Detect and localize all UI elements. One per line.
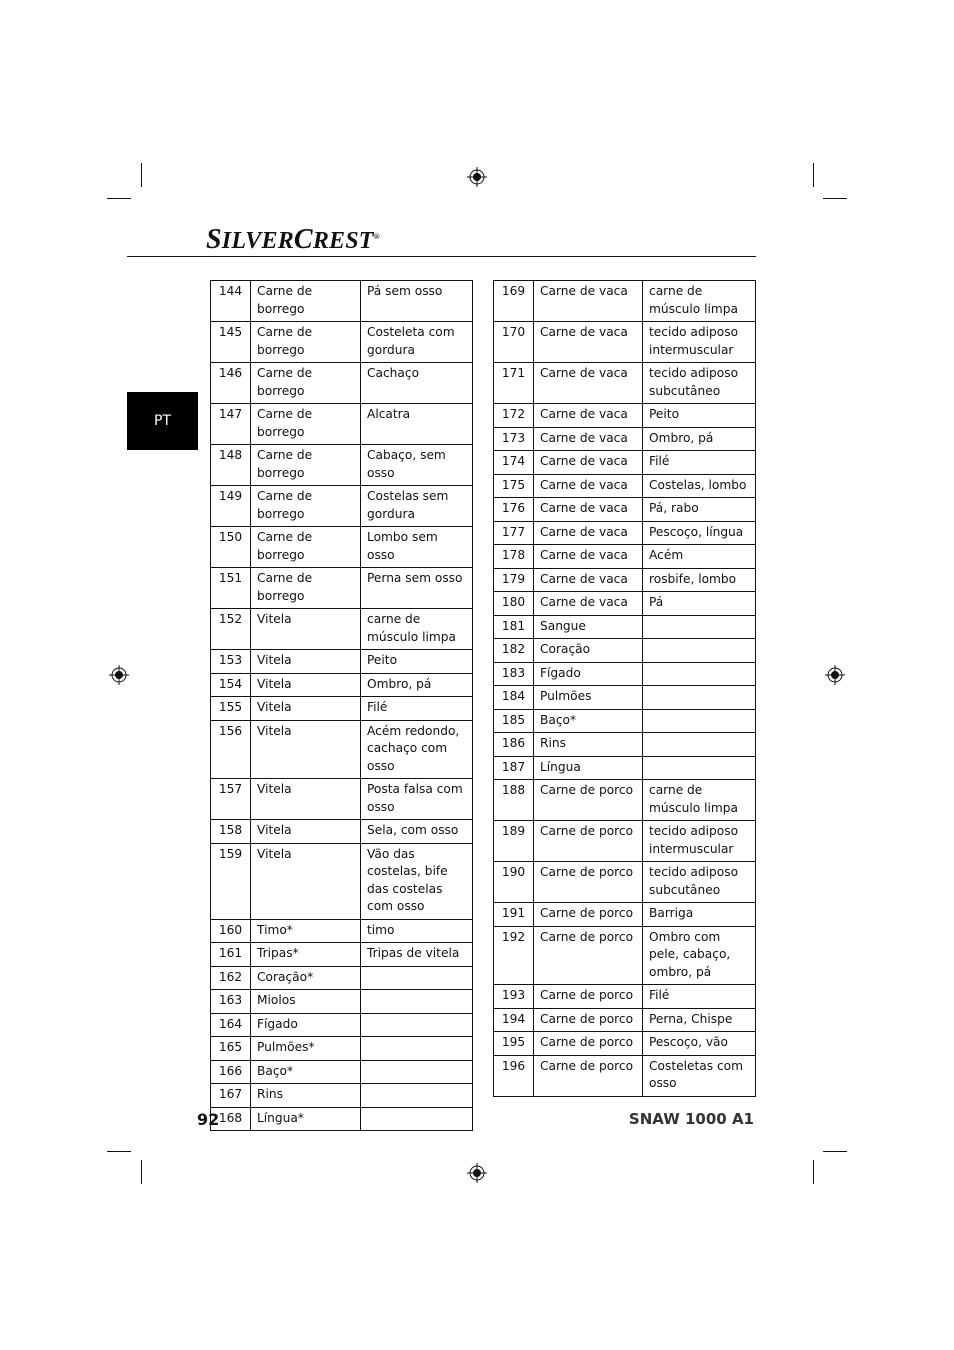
table-cell-num: 174 (494, 451, 534, 475)
table-cell-num: 144 (211, 281, 251, 322)
left-table (210, 280, 473, 1131)
table-cell-num: 157 (211, 779, 251, 820)
page-number: 92 (197, 1110, 220, 1129)
registration-mark-icon (467, 1163, 487, 1183)
table-cell-cut: tecido adiposo intermuscular (643, 821, 756, 862)
table-row (494, 985, 756, 1009)
crop-mark (823, 1151, 847, 1152)
table-cell-cut: Vão das costelas, bife das costelas com osso (361, 843, 473, 919)
table-cell-num: 180 (494, 592, 534, 616)
table-cell-num: 147 (211, 404, 251, 445)
crop-mark (823, 198, 847, 199)
table-cell-type: Carne de vaca (534, 521, 643, 545)
table-cell-num: 161 (211, 943, 251, 967)
table-row (211, 919, 473, 943)
table-cell-num: 158 (211, 820, 251, 844)
table-cell-type: Coração (534, 639, 643, 663)
table-cell-type: Carne de borrego (251, 568, 361, 609)
table-cell-num: 182 (494, 639, 534, 663)
table-cell-type: Carne de porco (534, 1055, 643, 1096)
table-row (494, 709, 756, 733)
table-row (211, 779, 473, 820)
table-cell-type: Timo* (251, 919, 361, 943)
table-cell-cut (643, 686, 756, 710)
table-cell-cut (361, 1037, 473, 1061)
table-cell-num: 152 (211, 609, 251, 650)
table-cell-cut: Costeleta com gordura (361, 322, 473, 363)
table-row (211, 1060, 473, 1084)
table-row (494, 780, 756, 821)
table-row (494, 427, 756, 451)
table-row (494, 1055, 756, 1096)
table-cell-num: 190 (494, 862, 534, 903)
table-cell-type: Vitela (251, 779, 361, 820)
table-row (494, 1032, 756, 1056)
table-row (494, 363, 756, 404)
table-cell-type: Tripas* (251, 943, 361, 967)
table-cell-num: 156 (211, 720, 251, 779)
table-cell-num: 146 (211, 363, 251, 404)
registration-mark-icon (109, 665, 129, 685)
table-row (211, 720, 473, 779)
table-cell-type: Pulmões* (251, 1037, 361, 1061)
table-cell-num: 151 (211, 568, 251, 609)
crop-mark (141, 163, 142, 187)
table-row (211, 673, 473, 697)
table-row (211, 1107, 473, 1131)
right-table (493, 280, 756, 1097)
registration-mark-icon (467, 167, 487, 187)
table-cell-type: Vitela (251, 650, 361, 674)
table-cell-type: Carne de porco (534, 1008, 643, 1032)
model-name: SNAW 1000 A1 (628, 1110, 754, 1128)
table-cell-type: Carne de vaca (534, 568, 643, 592)
table-cell-cut: carne de músculo limpa (643, 281, 756, 322)
table-cell-cut (361, 990, 473, 1014)
table-cell-num: 165 (211, 1037, 251, 1061)
table-cell-type: Carne de borrego (251, 322, 361, 363)
table-cell-cut: tecido adiposo subcutâneo (643, 363, 756, 404)
table-row (494, 733, 756, 757)
table-cell-type: Pulmões (534, 686, 643, 710)
table-row (494, 756, 756, 780)
table-cell-num: 150 (211, 527, 251, 568)
table-cell-cut: Cachaço (361, 363, 473, 404)
table-row (494, 498, 756, 522)
table-cell-cut: Barriga (643, 903, 756, 927)
table-cell-num: 181 (494, 615, 534, 639)
table-cell-cut: Tripas de vitela (361, 943, 473, 967)
table-cell-num: 192 (494, 926, 534, 985)
table-cell-type: Fígado (251, 1013, 361, 1037)
table-row (211, 281, 473, 322)
table-cell-num: 176 (494, 498, 534, 522)
table-cell-cut: Costelas sem gordura (361, 486, 473, 527)
table-cell-type: Carne de vaca (534, 322, 643, 363)
table-cell-cut: Alcatra (361, 404, 473, 445)
table-row (211, 990, 473, 1014)
table-cell-cut (643, 756, 756, 780)
table-cell-type: Coração* (251, 966, 361, 990)
table-cell-cut (643, 662, 756, 686)
table-cell-type: Carne de borrego (251, 445, 361, 486)
table-cell-type: Carne de borrego (251, 486, 361, 527)
table-row (494, 686, 756, 710)
table-cell-num: 187 (494, 756, 534, 780)
table-cell-num: 154 (211, 673, 251, 697)
table-cell-cut: Perna sem osso (361, 568, 473, 609)
table-row (211, 943, 473, 967)
table-cell-type: Carne de vaca (534, 451, 643, 475)
table-row (494, 521, 756, 545)
table-cell-type: Carne de porco (534, 821, 643, 862)
table-row (494, 903, 756, 927)
table-cell-num: 189 (494, 821, 534, 862)
table-cell-cut: timo (361, 919, 473, 943)
table-cell-type: Língua* (251, 1107, 361, 1131)
table-cell-num: 195 (494, 1032, 534, 1056)
crop-mark (107, 198, 131, 199)
table-cell-num: 196 (494, 1055, 534, 1096)
table-cell-cut (361, 966, 473, 990)
table-cell-type: Carne de borrego (251, 363, 361, 404)
table-cell-cut: Filé (361, 697, 473, 721)
table-cell-cut (361, 1060, 473, 1084)
table-row (494, 615, 756, 639)
table-cell-num: 162 (211, 966, 251, 990)
table-cell-num: 171 (494, 363, 534, 404)
table-cell-num: 184 (494, 686, 534, 710)
table-cell-type: Miolos (251, 990, 361, 1014)
table-cell-cut: Acém redondo, cachaço com osso (361, 720, 473, 779)
table-cell-cut: carne de músculo limpa (643, 780, 756, 821)
table-cell-num: 175 (494, 474, 534, 498)
table-cell-type: Carne de vaca (534, 404, 643, 428)
table-row (494, 639, 756, 663)
table-row (211, 1037, 473, 1061)
table-cell-cut: tecido adiposo subcutâneo (643, 862, 756, 903)
table-row (494, 821, 756, 862)
table-cell-cut: Lombo sem osso (361, 527, 473, 568)
table-cell-cut (361, 1084, 473, 1108)
table-row (494, 662, 756, 686)
table-cell-type: Vitela (251, 720, 361, 779)
table-cell-num: 149 (211, 486, 251, 527)
table-cell-type: Carne de porco (534, 985, 643, 1009)
table-cell-num: 168 (211, 1107, 251, 1131)
table-cell-cut: Ombro com pele, cabaço, ombro, pá (643, 926, 756, 985)
table-cell-type: Carne de porco (534, 780, 643, 821)
table-cell-cut: Ombro, pá (361, 673, 473, 697)
table-cell-num: 155 (211, 697, 251, 721)
table-cell-num: 179 (494, 568, 534, 592)
table-cell-cut: tecido adiposo intermuscular (643, 322, 756, 363)
crop-mark (813, 163, 814, 187)
table-cell-cut: Cabaço, sem osso (361, 445, 473, 486)
table-cell-type: Carne de porco (534, 862, 643, 903)
table-cell-cut (643, 615, 756, 639)
table-row (494, 474, 756, 498)
table-cell-num: 148 (211, 445, 251, 486)
table-cell-cut (643, 639, 756, 663)
table-row (494, 568, 756, 592)
table-row (494, 451, 756, 475)
table-cell-type: Vitela (251, 673, 361, 697)
table-cell-type: Carne de borrego (251, 527, 361, 568)
table-cell-cut: Perna, Chispe (643, 1008, 756, 1032)
table-cell-type: Língua (534, 756, 643, 780)
table-cell-cut: carne de músculo limpa (361, 609, 473, 650)
table-row (494, 281, 756, 322)
table-cell-type: Baço* (534, 709, 643, 733)
table-row (211, 527, 473, 568)
crop-mark (141, 1160, 142, 1184)
table-cell-num: 145 (211, 322, 251, 363)
registration-mark-icon (825, 665, 845, 685)
table-row (211, 609, 473, 650)
table-cell-num: 163 (211, 990, 251, 1014)
table-cell-cut: Peito (643, 404, 756, 428)
table-cell-cut: Peito (361, 650, 473, 674)
table-cell-num: 186 (494, 733, 534, 757)
table-row (211, 650, 473, 674)
table-cell-cut: Pescoço, língua (643, 521, 756, 545)
table-cell-num: 166 (211, 1060, 251, 1084)
table-cell-type: Carne de vaca (534, 498, 643, 522)
table-cell-type: Carne de porco (534, 903, 643, 927)
table-cell-num: 194 (494, 1008, 534, 1032)
table-row (494, 926, 756, 985)
table-row (211, 1013, 473, 1037)
table-cell-type: Carne de porco (534, 1032, 643, 1056)
table-cell-cut (361, 1013, 473, 1037)
table-row (211, 404, 473, 445)
table-row (211, 445, 473, 486)
table-cell-type: Carne de vaca (534, 474, 643, 498)
table-cell-num: 178 (494, 545, 534, 569)
table-cell-num: 169 (494, 281, 534, 322)
language-tab: PT (127, 392, 198, 450)
table-row (211, 486, 473, 527)
table-cell-num: 159 (211, 843, 251, 919)
crop-mark (813, 1160, 814, 1184)
table-row (494, 862, 756, 903)
table-cell-type: Carne de vaca (534, 592, 643, 616)
table-cell-type: Vitela (251, 697, 361, 721)
table-cell-type: Baço* (251, 1060, 361, 1084)
table-cell-cut: Costelas, lombo (643, 474, 756, 498)
table-cell-cut: Acém (643, 545, 756, 569)
table-cell-type: Carne de vaca (534, 281, 643, 322)
table-cell-type: Fígado (534, 662, 643, 686)
table-cell-type: Rins (251, 1084, 361, 1108)
table-row (211, 1084, 473, 1108)
table-cell-num: 183 (494, 662, 534, 686)
table-cell-cut: Sela, com osso (361, 820, 473, 844)
table-row (211, 843, 473, 919)
table-cell-cut: Costeletas com osso (643, 1055, 756, 1096)
table-row (211, 568, 473, 609)
table-cell-cut (643, 709, 756, 733)
table-cell-num: 193 (494, 985, 534, 1009)
table-cell-cut: Filé (643, 985, 756, 1009)
table-cell-type: Carne de vaca (534, 363, 643, 404)
table-cell-num: 164 (211, 1013, 251, 1037)
table-row (211, 697, 473, 721)
table-cell-type: Vitela (251, 820, 361, 844)
table-cell-num: 167 (211, 1084, 251, 1108)
table-cell-cut: Pescoço, vão (643, 1032, 756, 1056)
table-cell-cut: Ombro, pá (643, 427, 756, 451)
table-cell-cut (361, 1107, 473, 1131)
table-cell-num: 170 (494, 322, 534, 363)
table-cell-num: 177 (494, 521, 534, 545)
table-row (494, 404, 756, 428)
table-cell-num: 173 (494, 427, 534, 451)
table-cell-type: Carne de borrego (251, 281, 361, 322)
table-cell-cut (643, 733, 756, 757)
table-cell-cut: Filé (643, 451, 756, 475)
table-row (211, 363, 473, 404)
table-cell-num: 191 (494, 903, 534, 927)
table-cell-num: 185 (494, 709, 534, 733)
table-cell-num: 172 (494, 404, 534, 428)
table-cell-type: Carne de borrego (251, 404, 361, 445)
table-cell-type: Rins (534, 733, 643, 757)
table-cell-type: Sangue (534, 615, 643, 639)
brand-logo: SILVERCREST® (206, 224, 380, 255)
table-cell-cut: Pá (643, 592, 756, 616)
table-cell-type: Carne de vaca (534, 427, 643, 451)
table-row (211, 820, 473, 844)
table-cell-type: Vitela (251, 609, 361, 650)
table-cell-cut: rosbife, lombo (643, 568, 756, 592)
table-cell-num: 153 (211, 650, 251, 674)
table-row (494, 1008, 756, 1032)
table-cell-cut: Pá, rabo (643, 498, 756, 522)
table-cell-num: 188 (494, 780, 534, 821)
table-cell-num: 160 (211, 919, 251, 943)
table-cell-type: Vitela (251, 843, 361, 919)
table-row (211, 322, 473, 363)
table-cell-type: Carne de vaca (534, 545, 643, 569)
crop-mark (107, 1151, 131, 1152)
table-cell-cut: Posta falsa com osso (361, 779, 473, 820)
header-rule (127, 256, 756, 257)
table-row (494, 322, 756, 363)
table-row (494, 592, 756, 616)
table-row (494, 545, 756, 569)
table-row (211, 966, 473, 990)
table-cell-type: Carne de porco (534, 926, 643, 985)
table-cell-cut: Pá sem osso (361, 281, 473, 322)
